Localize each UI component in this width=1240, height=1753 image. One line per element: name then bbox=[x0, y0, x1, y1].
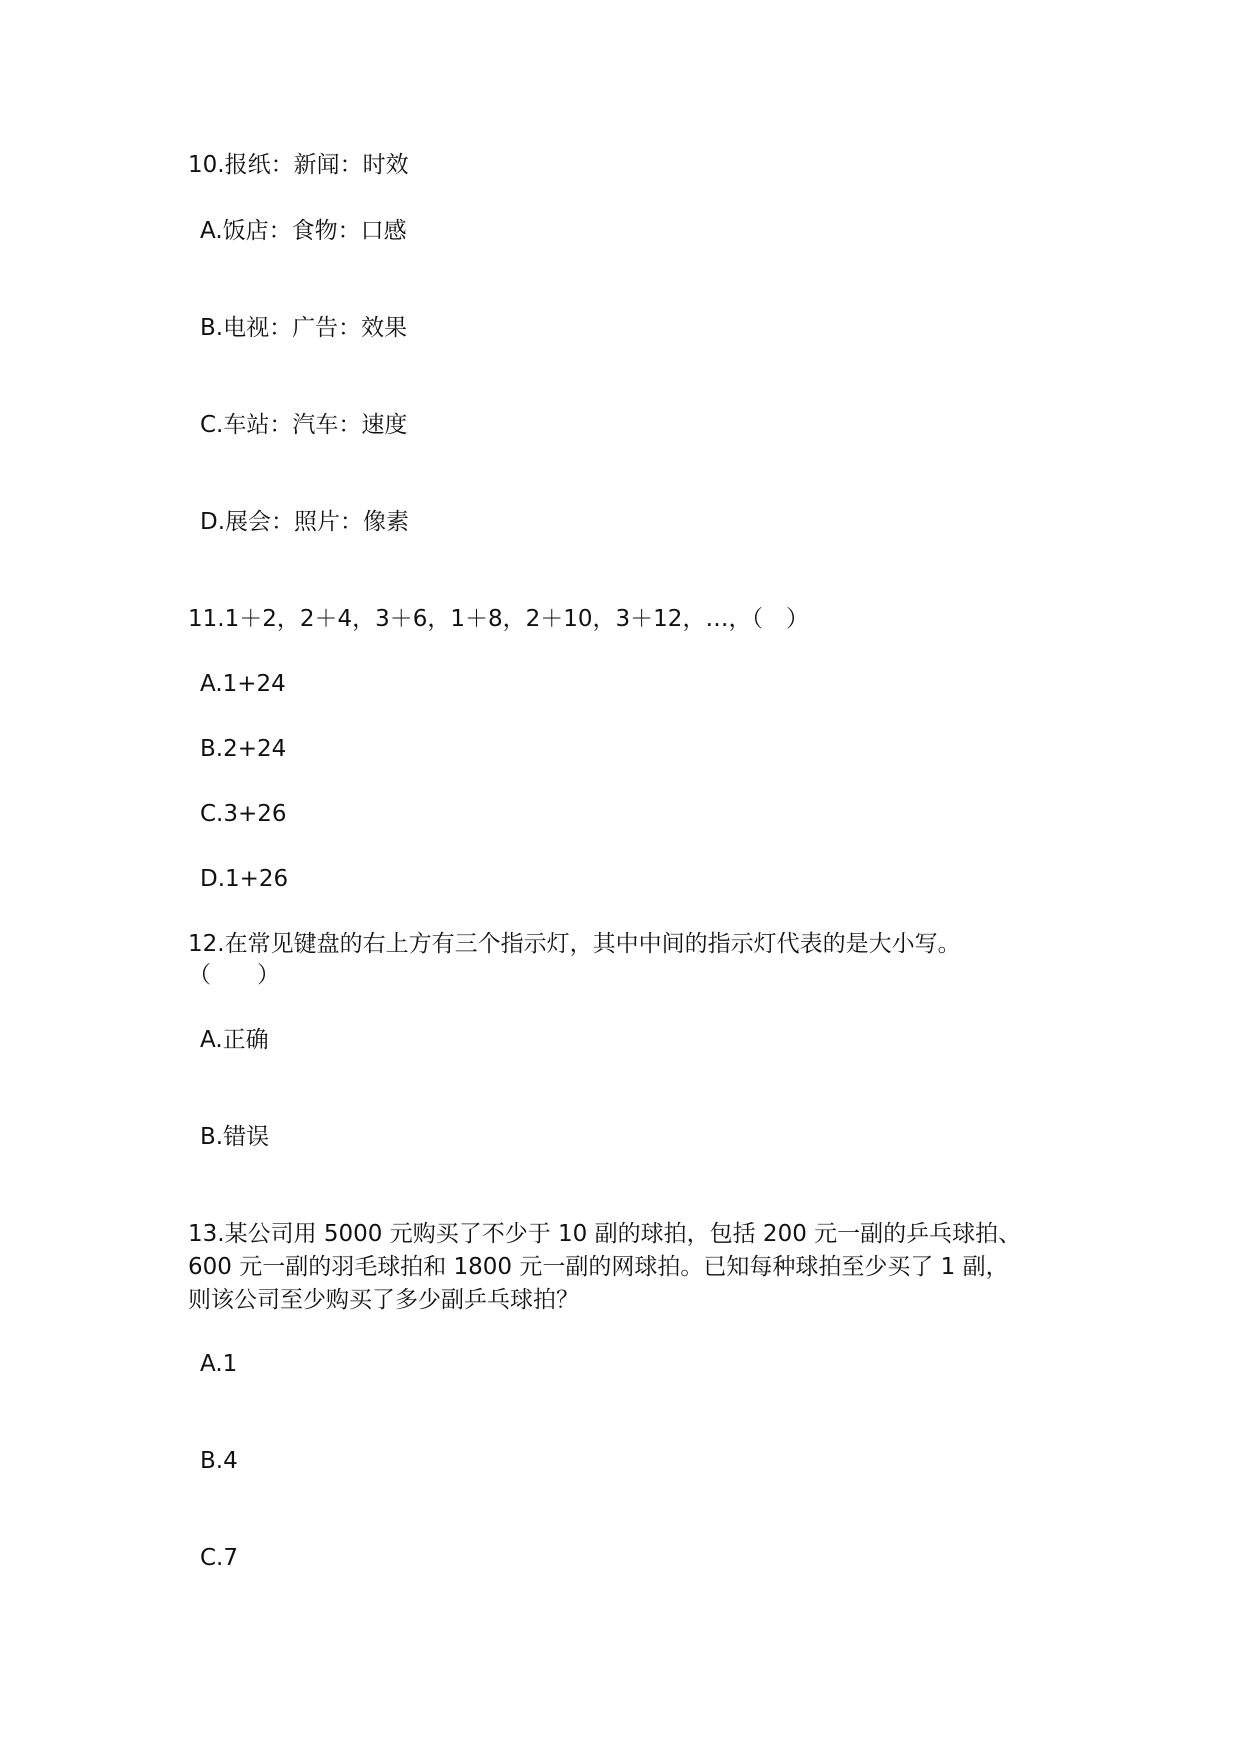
question-13-stem-line-2: 600 元一副的羽毛球拍和 1800 元一副的网球拍。已知每种球拍至少买了 1 副， bbox=[188, 1254, 1009, 1280]
question-12-option-b: B.错误 bbox=[200, 1124, 270, 1150]
question-11-option-c: C.3+26 bbox=[200, 801, 287, 827]
question-10-stem: 10.报纸：新闻：时效 bbox=[188, 152, 409, 178]
question-10-option-b: B.电视：广告：效果 bbox=[200, 315, 408, 341]
question-10-option-a: A.饭店：食物：口感 bbox=[200, 218, 407, 244]
question-12-stem-line-2: （ ） bbox=[188, 962, 280, 988]
question-13-stem-line-3: 则该公司至少购买了多少副乒乓球拍？ bbox=[188, 1287, 579, 1313]
question-13-option-b: B.4 bbox=[200, 1448, 238, 1474]
question-13-stem-line-1: 13.某公司用 5000 元购买了不少于 10 副的球拍，包括 200 元一副的乒乓球拍、 bbox=[188, 1221, 1022, 1247]
question-10-option-c: C.车站：汽车：速度 bbox=[200, 412, 408, 438]
question-11-option-a: A.1+24 bbox=[200, 671, 286, 697]
question-11-option-d: D.1+26 bbox=[200, 866, 289, 892]
question-11-stem: 11.1＋2，2＋4，3＋6，1＋8，2＋10，3＋12，…，（ ） bbox=[188, 606, 809, 632]
question-12-stem-line-1: 12.在常见键盘的右上方有三个指示灯，其中中间的指示灯代表的是大小写。 bbox=[188, 931, 961, 957]
question-12-option-a: A.正确 bbox=[200, 1027, 269, 1053]
question-11-option-b: B.2+24 bbox=[200, 736, 287, 762]
question-10-option-d: D.展会：照片：像素 bbox=[200, 509, 410, 535]
question-13-option-c: C.7 bbox=[200, 1545, 239, 1571]
question-13-option-a: A.1 bbox=[200, 1351, 238, 1377]
